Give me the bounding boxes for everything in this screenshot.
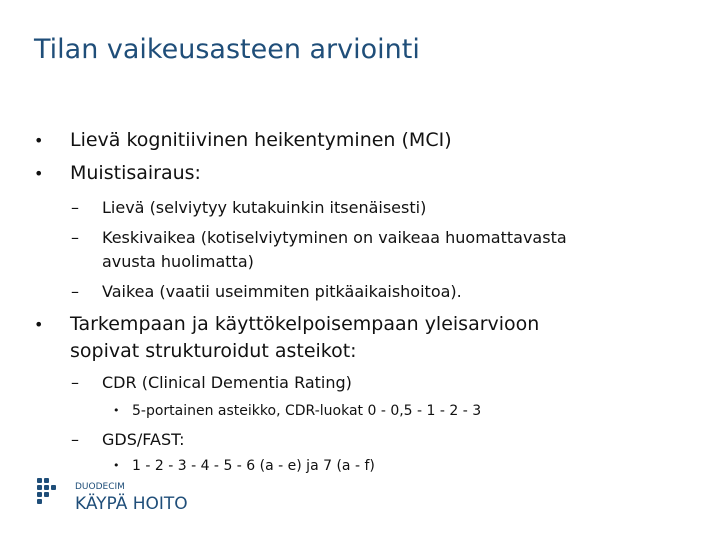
logo-emblem-icon xyxy=(37,478,56,504)
subbullet-cdr xyxy=(71,371,352,395)
logo-bottom-text: KÄYPÄ HOITO xyxy=(75,494,188,514)
bullet-muistisairaus xyxy=(34,160,201,187)
subbullet-lieva xyxy=(71,196,427,220)
subbullet-keskivaikea-text-2: avusta huolimatta) xyxy=(102,252,254,271)
kaypa-hoito-logo xyxy=(35,474,195,514)
detail-gds-text: 1 - 2 - 3 - 4 - 5 - 6 (a - e) ja 7 (a - f) xyxy=(132,458,375,474)
page-title: Tilan vaikeusasteen arviointi xyxy=(34,34,420,65)
subbullet-gds-text: GDS/FAST: xyxy=(102,430,185,449)
bullet-dot-icon: • xyxy=(34,131,44,150)
subbullet-gds xyxy=(71,428,185,452)
subbullet-keskivaikea-text-1: Keskivaikea (kotiselviytyminen on vaikeaa huomattavasta xyxy=(102,228,567,247)
bullet-tarkempaan xyxy=(34,311,540,365)
subbullet-keskivaikea xyxy=(71,226,567,274)
dash-icon: – xyxy=(71,198,79,217)
bullet-dot-icon: • xyxy=(113,459,120,472)
subbullet-vaikea xyxy=(71,280,462,304)
bullet-mci xyxy=(34,127,452,154)
subbullet-cdr-text: CDR (Clinical Dementia Rating) xyxy=(102,373,352,392)
detail-gds xyxy=(113,456,375,476)
dash-icon: – xyxy=(71,282,79,301)
detail-cdr-text: 5-portainen asteikko, CDR-luokat 0 - 0,5 - 1 - 2 - 3 xyxy=(132,403,482,419)
bullet-mci-text: Lievä kognitiivinen heikentyminen (MCI) xyxy=(70,129,452,151)
bullet-muistisairaus-text: Muistisairaus: xyxy=(70,162,201,184)
subbullet-vaikea-text: Vaikea (vaatii useimmiten pitkäaikaishoitoa). xyxy=(102,282,462,301)
bullet-dot-icon: • xyxy=(113,404,120,417)
bullet-tarkempaan-text-2: sopivat strukturoidut asteikot: xyxy=(70,340,357,362)
dash-icon: – xyxy=(71,373,79,392)
bullet-dot-icon: • xyxy=(34,315,44,334)
dash-icon: – xyxy=(71,430,79,449)
subbullet-lieva-text: Lievä (selviytyy kutakuinkin itsenäisesti) xyxy=(102,198,427,217)
dash-icon: – xyxy=(71,228,79,247)
bullet-tarkempaan-text-1: Tarkempaan ja käyttökelpoisempaan yleisarvioon xyxy=(70,313,540,335)
bullet-dot-icon: • xyxy=(34,164,44,183)
logo-top-text: DUODECIM xyxy=(75,482,125,492)
detail-cdr xyxy=(113,401,482,421)
